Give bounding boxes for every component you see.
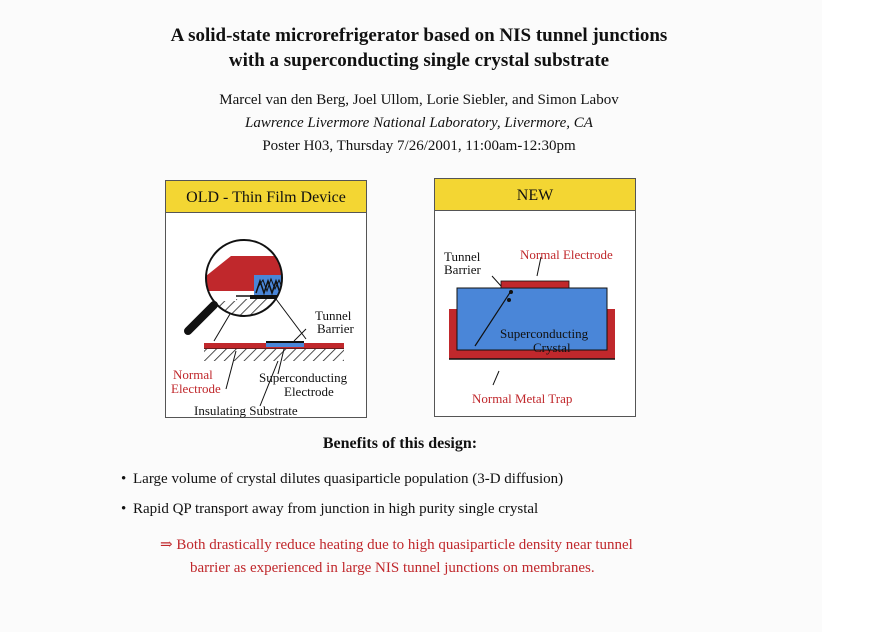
benefit-text: Rapid QP transport away from junction in high purity single crystal [133, 501, 539, 517]
old-substrate-label: Insulating Substrate [194, 403, 298, 418]
new-crystal-label: Crystal [533, 340, 571, 355]
old-panel-header: OLD - Thin Film Device [166, 181, 366, 213]
new-trap-label: Normal Metal Trap [472, 391, 573, 406]
old-electrode-label: Electrode [171, 381, 221, 396]
new-device-diagram [435, 179, 635, 416]
conclusion-text-1: Both drastically reduce heating due to high quasiparticle density near tunnel [176, 537, 633, 553]
poster-info: Poster H03, Thursday 7/26/2001, 11:00am-12:30pm [262, 138, 576, 154]
old-barrier-label: Barrier [317, 321, 354, 336]
title-line-2: with a superconducting single crystal substrate [228, 50, 610, 71]
bullet-glyph: • [121, 501, 127, 517]
old-superconducting-label: Superconducting [259, 370, 348, 385]
title-line-1: A solid-state microrefrigerator based on NIS tunnel junctions [170, 25, 668, 46]
conclusion-line-1 [160, 534, 720, 556]
new-tunnel-label: Tunnel [444, 249, 481, 264]
benefits-title: Benefits of this design: [322, 435, 478, 452]
benefit-item-1 [121, 471, 563, 488]
conclusion-line-2: barrier as experienced in large NIS tunnel junctions on membranes. [190, 560, 595, 576]
affiliation: Lawrence Livermore National Laboratory, Livermore, CA [245, 115, 593, 131]
benefit-item-2 [121, 501, 538, 518]
old-normal-label: Normal [173, 367, 213, 382]
old-tunnel-label: Tunnel [315, 308, 352, 323]
benefit-text: Large volume of crystal dilutes quasiparticle population (3-D diffusion) [133, 471, 564, 487]
new-barrier-label: Barrier [444, 262, 481, 277]
new-normal-electrode-label: Normal Electrode [520, 247, 613, 262]
bullet-glyph: • [121, 471, 127, 487]
implies-arrow-icon: ⇒ [160, 537, 173, 553]
new-superconducting-label: Superconducting [500, 326, 589, 341]
old-device-panel [165, 180, 367, 418]
authors: Marcel van den Berg, Joel Ullom, Lorie Siebler, and Simon Labov [219, 92, 619, 108]
new-panel-header: NEW [435, 179, 635, 211]
old-sc-electrode-label: Electrode [284, 384, 334, 399]
new-device-panel [434, 178, 636, 417]
